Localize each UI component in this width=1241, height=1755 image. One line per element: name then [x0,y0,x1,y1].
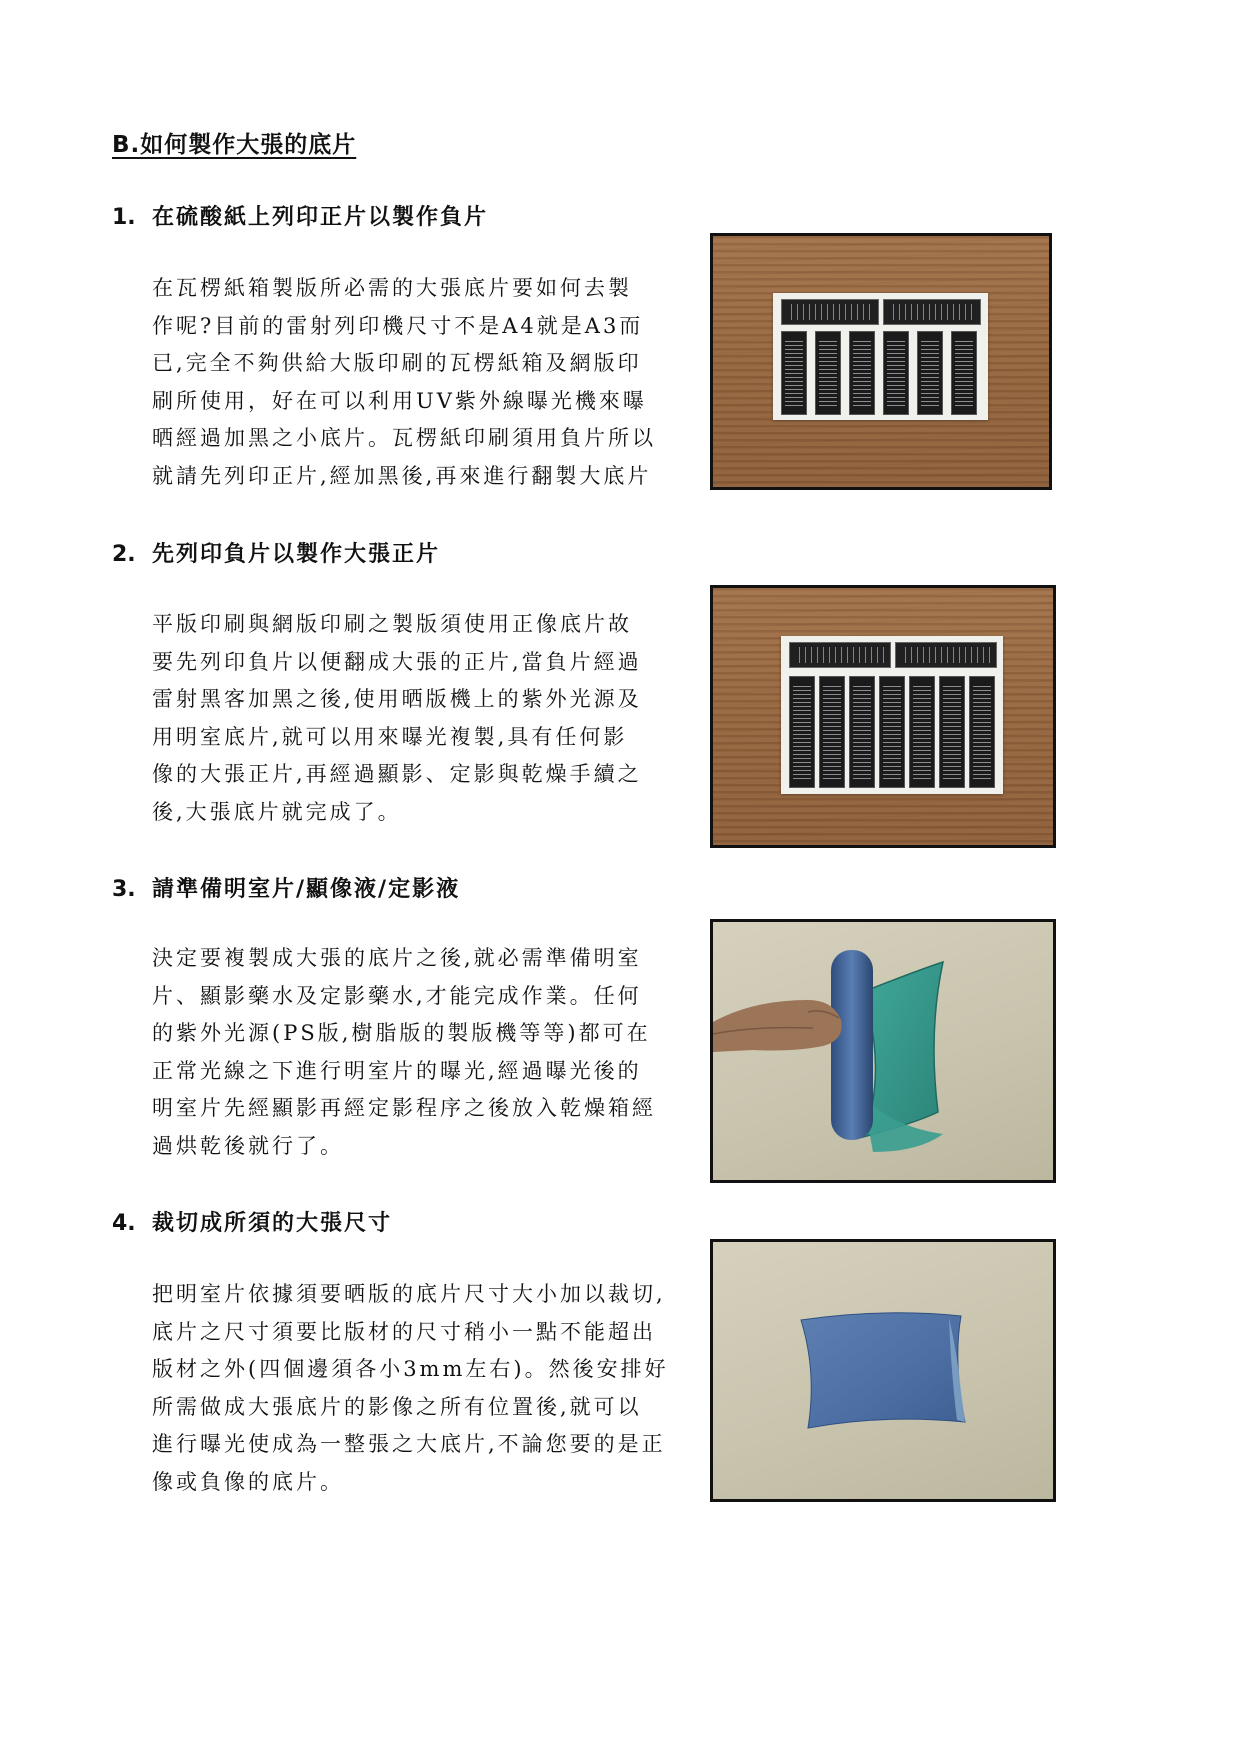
photo-label [819,676,845,788]
photo-label [789,676,815,788]
section-3-line: 片、顯影藥水及定影藥水,才能完成作業。任何 [152,983,642,1008]
section-3-title-text: 請準備明室片/顯像液/定影液 [152,877,461,902]
section-4-line: 所需做成大張底片的影像之所有位置後,就可以 [152,1394,642,1419]
section-1-line: 晒經過加黑之小底片。瓦楞紙印刷須用負片所以 [152,426,656,450]
photo-label [969,676,995,788]
section-3-number: 3. [112,877,136,902]
section-3-line: 的紫外光源(PS版,樹脂版的製版機等等)都可在 [152,1021,651,1045]
cut-film-illustration [713,1242,1053,1499]
section-3-line: 決定要複製成大張的底片之後,就必需準備明室 [152,946,642,970]
photo-label [849,331,875,415]
section-3-line: 過烘乾後就行了。 [152,1133,344,1158]
photo-sheet [781,636,1003,794]
photo-label [879,676,905,788]
section-1-number: 1. [112,205,136,230]
photo-label [781,299,879,325]
section-1-line: 在瓦楞紙箱製版所必需的大張底片要如何去製 [152,276,632,300]
photo-label [883,331,909,415]
photo-label [815,331,841,415]
section-3-line: 明室片先經顯影再經定影程序之後放入乾燥箱經 [152,1096,656,1120]
section-2-title-text: 先列印負片以製作大張正片 [152,542,441,567]
section-3-body [152,940,697,1165]
photo-printed-negative [710,585,1056,848]
section-2-body [152,606,697,831]
section-1-title-text: 在硫酸紙上列印正片以製作負片 [152,205,489,230]
photo-printed-positive [710,233,1052,490]
section-4-title-text: 裁切成所須的大張尺寸 [152,1211,393,1236]
section-2-number: 2. [112,542,136,567]
section-4-line: 版材之外(四個邊須各小3mm左右)。然後安排好 [152,1357,669,1381]
photo-sheet [773,293,988,420]
photo-label [917,331,943,415]
photo-label [895,642,997,668]
section-2-line: 平版印刷與網版印刷之製版須使用正像底片故 [152,612,632,636]
photo-label [939,676,965,788]
section-2-title [112,537,440,568]
photo-cut-film [710,1239,1056,1502]
section-4-line: 進行曝光使成為一整張之大底片,不論您要的是正 [152,1432,666,1456]
section-2-line: 要先列印負片以便翻成大張的正片,當負片經過 [152,649,642,674]
section-4-body [152,1276,697,1501]
section-1-line: 就請先列印正片,經加黑後,再來進行翻製大底片 [152,463,652,488]
section-2-line: 雷射黑客加黑之後,使用晒版機上的紫外光源及 [152,687,642,711]
photo-label [883,299,981,325]
section-1-body [152,270,697,495]
section-1-line: 已,完全不夠供給大版印刷的瓦楞紙箱及網版印 [152,351,642,375]
section-4-line: 底片之尺寸須要比版材的尺寸稍小一點不能超出 [152,1319,656,1344]
section-3-line: 正常光線之下進行明室片的曝光,經過曝光後的 [152,1058,642,1083]
page-heading: B.如何製作大張的底片 [112,132,357,158]
section-1-title [112,200,488,231]
section-4-line: 像或負像的底片。 [152,1469,344,1494]
photo-label [909,676,935,788]
photo-film-roll [710,919,1056,1183]
photo-label [849,676,875,788]
photo-label [781,331,807,415]
section-2-line: 像的大張正片,再經過顯影、定影與乾燥手續之 [152,762,642,786]
section-4-line: 把明室片依據須要晒版的底片尺寸大小加以裁切, [152,1282,666,1306]
photo-label [951,331,977,415]
section-2-line: 用明室底片,就可以用來曝光複製,具有任何影 [152,724,628,749]
section-2-line: 後,大張底片就完成了。 [152,799,402,824]
section-1-line: 作呢?目前的雷射列印機尺寸不是A4就是A3而 [152,313,644,338]
section-4-title [112,1206,392,1237]
section-1-line: 刷所使用，好在可以利用UV紫外線曝光機來曝 [152,388,647,413]
photo-label [789,642,891,668]
section-4-number: 4. [112,1211,136,1236]
film-roll-illustration [713,922,1053,1180]
section-3-title [112,872,460,903]
